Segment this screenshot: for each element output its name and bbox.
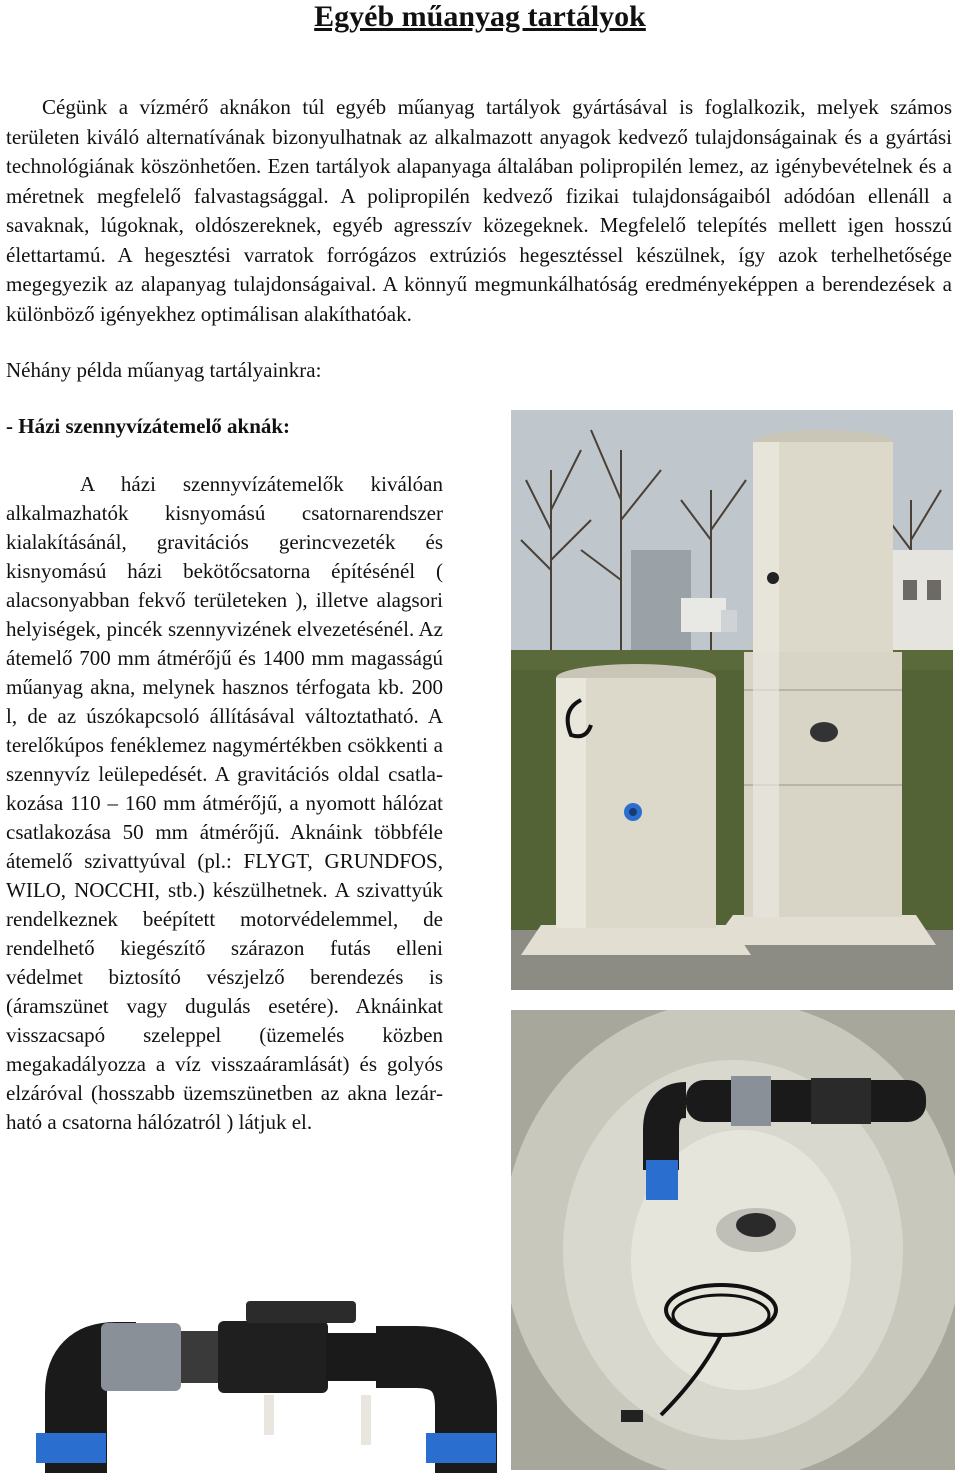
intro-paragraph: Cégünk a vízmérő aknákon túl egyéb műanyag tartályok gyártásával is foglalkozik, melyek számos területen kiváló alternatívának bizonyulhatnak az alkalmazott anyagok kedvező tulajdonságainak és a gyártási technológiának köszönhetően. Ezen tartályok alapanyaga általában polipropilén lemez, az igénybevételnek és a méretnek megfelelő falvastagsággal. A polipropilén kedvező fizikai tulajdonságaiból adódóan ellenáll a savaknak, lúgoknak, oldószereknek, egyéb agresszív közegeknek. Megfelelő telepítés mellett igen hosszú élettartamú. A hegesztési varratok forrógázos extrúziós hegesztéssel készülnek, így azok terhelhetősége megegyezik az alapanyag tulajdonságaival. A könnyű megmunkálhatóság eredményeképpen a berendezések a különböző igényekhez optimálisan alakíthatóak.: [6, 95, 952, 326]
photo-valve-pipes: [6, 1283, 506, 1473]
photo-two-plastic-tanks-outdoors: [511, 410, 953, 990]
photo-tank-interior-pump: [511, 1010, 955, 1470]
examples-intro: Néhány példa műanyag tartályainkra:: [6, 358, 322, 382]
section-heading: - Házi szennyvízátemelő aknák:: [6, 414, 291, 438]
section-body: A házi szennyvízátemelők kiválóan alkalmazhatók kisnyomású csatornarendszer kialakításánál, gravitációs gerincvezeték és kisnyomású házi bekötőcsatorna építésénél ( alacsonyabban fekvő területeken ), illetve alagsori helyiségek, pincék szennyvizének elvezetésénél. Az átemelő 700 mm átmérőjű és 1400 mm magasságú műanyag akna, melynek hasznos térfogata kb. 200 l, de az úszókapcsoló állításával változtatható. A terelőkúpos fenéklemez nagymértékben csökkenti a szennyvíz leülepedését. A gravitációs oldal csatlakozása 110 – 160 mm átmérőjű, a nyomott hálózat csatlakozása 50 mm átmérőjű. Aknáink többféle átemelő szivattyúval (pl.: FLYGT, GRUNDFOS, WILO, NOCCHI, stb.) készülhetnek. A szivattyúk rendelkeznek beépített motorvédelemmel, de rendelhető kiegészítő szárazon futás elleni védelmet biztosító vészjelző berendezés is (áramszünet vagy dugulás esetére). Aknáinkat visszacsapó szeleppel (üzemelés közben megakadályozza a víz visszaáramlását) és golyós elzáróval (hosszabb üzemszünetben az akna lezárható a csatorna hálózatról ) látjuk el.: [6, 472, 443, 1134]
page-title: Egyéb műanyag tartályok: [314, 0, 646, 33]
